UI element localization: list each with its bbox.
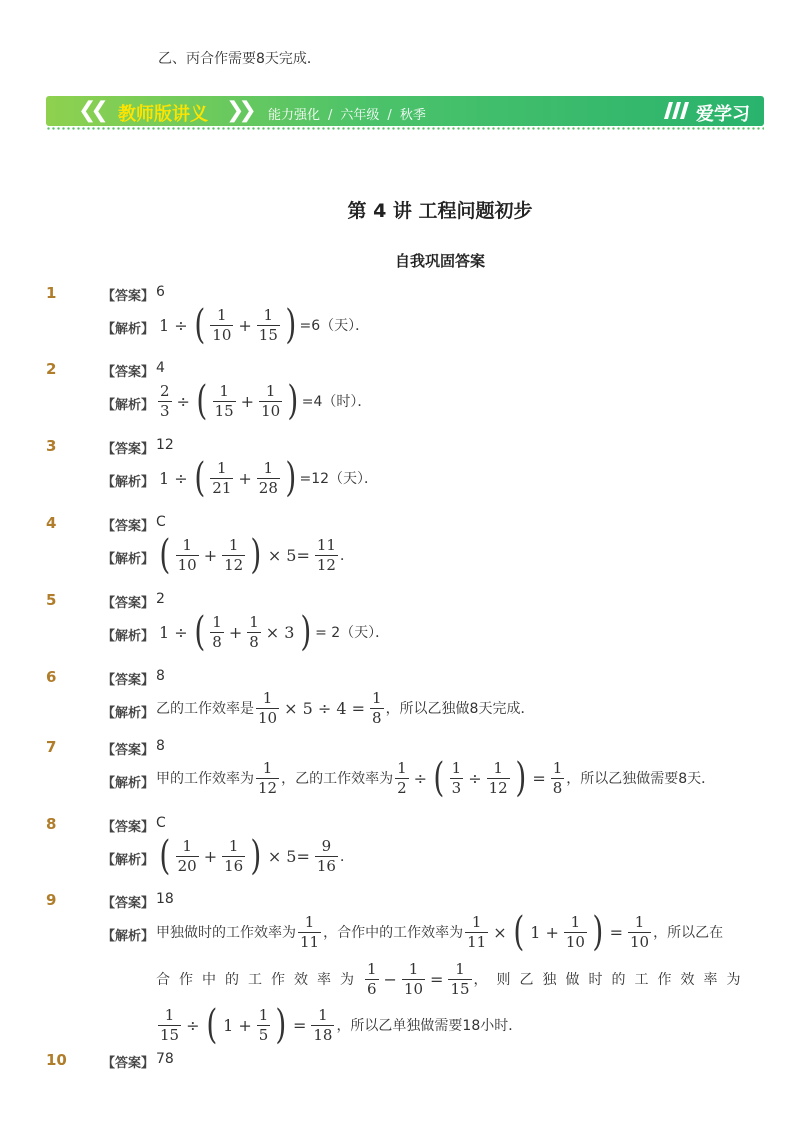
fraction: $\frac{1}{21}$ xyxy=(212,459,232,497)
right-paren: ) xyxy=(250,833,262,879)
fraction: $\frac{1}{10}$ xyxy=(565,913,585,951)
math-operator: + xyxy=(203,545,218,565)
right-paren: ) xyxy=(275,1002,287,1048)
solution-9-line-1 xyxy=(156,909,724,955)
analysis-label: 【解析】 xyxy=(102,929,155,944)
left-paren: ( xyxy=(512,909,524,955)
math-result: ，所以乙独做需要8天． xyxy=(566,771,716,787)
answer-label: 【答案】 xyxy=(102,896,155,911)
left-paren: ( xyxy=(159,532,171,578)
fraction: $\frac{1}{3}$ xyxy=(451,759,462,797)
fraction: $\frac{1}{16}$ xyxy=(224,837,244,875)
left-paren: ( xyxy=(433,755,445,801)
fraction: $\frac{1}{6}$ xyxy=(367,960,377,998)
math-operator: + xyxy=(228,622,243,642)
left-paren: ( xyxy=(159,833,171,879)
math-operator: = xyxy=(609,922,623,942)
solution-6 xyxy=(156,690,534,726)
right-paren: ) xyxy=(592,909,604,955)
answer-value: C xyxy=(156,514,166,530)
math-text: 1 + xyxy=(223,1015,252,1035)
math-text: ，所以乙在 xyxy=(653,925,724,941)
answer-value: 2 xyxy=(156,591,165,607)
math-operator: × 5 ÷ 4 = xyxy=(284,698,366,718)
right-paren: ) xyxy=(285,455,297,501)
answer-label: 【答案】 xyxy=(102,820,155,835)
math-text: 甲独做时的工作效率为 xyxy=(156,925,296,941)
math-result: ，所以乙独做8天完成． xyxy=(385,701,535,717)
math-operator: = xyxy=(532,768,546,788)
analysis-label: 【解析】 xyxy=(102,853,155,868)
right-paren: ) xyxy=(287,378,299,424)
math-operator: + xyxy=(240,391,255,411)
math-operator: ÷ xyxy=(468,768,482,788)
fraction: $\frac{1}{10}$ xyxy=(261,382,281,420)
fraction: $\frac{1}{10}$ xyxy=(177,536,197,574)
fraction: $\frac{2}{3}$ xyxy=(160,382,170,420)
question-number: 3 xyxy=(46,437,57,455)
math-text: ，则乙独做时的工作效率为 xyxy=(473,972,750,988)
answer-label: 【答案】 xyxy=(102,1056,155,1071)
solution-7 xyxy=(156,755,716,801)
answer-value: 78 xyxy=(156,1051,174,1067)
solution-8 xyxy=(156,833,354,879)
fraction: $\frac{1}{20}$ xyxy=(177,837,197,875)
math-result: ． xyxy=(339,548,354,564)
question-number: 8 xyxy=(46,815,57,833)
subtitle-term: 秋季 xyxy=(399,108,426,123)
math-text: 合作中的工作效率为 xyxy=(156,972,363,988)
previous-page-text: 乙、丙合作需要8天完成． xyxy=(158,51,321,67)
section-title: 自我巩固答案 xyxy=(394,252,485,270)
banner-dotted-line xyxy=(46,127,764,130)
question-number: 9 xyxy=(46,891,57,909)
analysis-label: 【解析】 xyxy=(102,398,155,413)
math-operator: + xyxy=(238,315,252,335)
math-operator: = xyxy=(292,1015,307,1035)
double-chevron-left-icon: ❮❮ xyxy=(78,98,103,123)
math-operator: − xyxy=(383,969,397,989)
double-chevron-right-icon: ❯❯ xyxy=(226,98,251,123)
subtitle-grade: 六年级 xyxy=(340,108,380,123)
solution-4 xyxy=(156,532,354,578)
math-operator: ÷ xyxy=(413,768,428,788)
math-operator: = xyxy=(430,969,444,989)
fraction: $\frac{1}{15}$ xyxy=(214,382,234,420)
math-result: =12（天）． xyxy=(299,471,379,487)
analysis-label: 【解析】 xyxy=(102,322,155,337)
left-paren: ( xyxy=(205,1002,217,1048)
lecture-title: 第 4 讲 工程问题初步 xyxy=(347,200,533,222)
fraction: $\frac{1}{28}$ xyxy=(258,459,278,497)
left-paren: ( xyxy=(194,455,205,501)
math-result: ． xyxy=(339,849,354,865)
solution-3 xyxy=(156,455,379,501)
math-operator: × xyxy=(493,922,507,942)
fraction: $\frac{1}{15}$ xyxy=(258,306,278,344)
math-result: =4（时）． xyxy=(301,394,372,410)
fraction: $\frac{11}{12}$ xyxy=(316,536,336,574)
answer-label: 【答案】 xyxy=(102,519,155,534)
fraction: $\frac{1}{15}$ xyxy=(450,960,470,998)
question-number: 6 xyxy=(46,668,57,686)
fraction: $\frac{1}{8}$ xyxy=(372,689,382,727)
header-banner xyxy=(46,96,764,130)
fraction: $\frac{1}{12}$ xyxy=(224,536,244,574)
question-number: 7 xyxy=(46,738,57,756)
subtitle-separator: / xyxy=(328,108,333,123)
question-number: 1 xyxy=(46,284,57,302)
answer-value: 12 xyxy=(156,437,174,453)
analysis-label: 【解析】 xyxy=(102,776,155,791)
left-paren: ( xyxy=(196,378,208,424)
fraction: $\frac{1}{12}$ xyxy=(488,759,508,797)
math-text: ，乙的工作效率为 xyxy=(281,771,394,787)
answer-value: 6 xyxy=(156,284,165,300)
fraction: $\frac{1}{2}$ xyxy=(397,759,407,797)
answer-label: 【答案】 xyxy=(102,596,155,611)
fraction: $\frac{1}{8}$ xyxy=(552,759,563,797)
answer-value: 8 xyxy=(156,668,165,684)
analysis-label: 【解析】 xyxy=(102,706,155,721)
fraction: $\frac{1}{10}$ xyxy=(258,689,278,727)
fraction: $\frac{1}{11}$ xyxy=(300,913,320,951)
math-operator: ÷ xyxy=(176,391,190,411)
banner-title: 教师版讲义 xyxy=(118,104,208,125)
subtitle-separator: / xyxy=(387,108,392,123)
question-number: 4 xyxy=(46,514,57,532)
question-number: 5 xyxy=(46,591,57,609)
answer-value: 18 xyxy=(156,891,174,907)
fraction: $\frac{1}{10}$ xyxy=(629,913,650,951)
math-text: ，合作中的工作效率为 xyxy=(323,925,464,941)
solution-5 xyxy=(156,609,390,655)
answer-value: 8 xyxy=(156,738,165,754)
fraction: $\frac{1}{11}$ xyxy=(467,913,487,951)
answer-label: 【答案】 xyxy=(102,673,155,688)
math-text: 甲的工作效率为 xyxy=(156,771,254,787)
answer-label: 【答案】 xyxy=(102,743,155,758)
fraction: $\frac{1}{15}$ xyxy=(160,1006,180,1044)
fraction: $\frac{9}{16}$ xyxy=(316,837,336,875)
math-result: = 2（天）． xyxy=(315,625,390,641)
right-paren: ) xyxy=(300,609,312,655)
right-paren: ) xyxy=(515,755,526,801)
solution-2 xyxy=(156,378,372,424)
math-result: ，所以乙单独做需要18小时． xyxy=(336,1018,523,1034)
answer-value: C xyxy=(156,815,166,831)
left-paren: ( xyxy=(194,302,205,348)
math-operator: + xyxy=(238,468,252,488)
math-text: 乙的工作效率是 xyxy=(156,701,254,717)
math-operator: × 5= xyxy=(267,846,310,866)
answer-label: 【答案】 xyxy=(102,289,155,304)
fraction: $\frac{1}{5}$ xyxy=(258,1006,269,1044)
right-paren: ) xyxy=(285,302,297,348)
answer-label: 【答案】 xyxy=(102,442,155,457)
fraction: $\frac{1}{10}$ xyxy=(403,960,424,998)
analysis-label: 【解析】 xyxy=(102,552,155,567)
fraction: $\frac{1}{8}$ xyxy=(249,613,259,651)
fraction: $\frac{1}{18}$ xyxy=(313,1006,333,1044)
solution-1 xyxy=(156,302,370,348)
math-text: 1 + xyxy=(530,922,559,942)
solution-9-line-2 xyxy=(156,961,750,997)
banner-subtitle xyxy=(268,104,426,123)
math-text: 1 ÷ xyxy=(159,622,188,642)
math-operator: × 5= xyxy=(267,545,310,565)
math-result: =6（天）． xyxy=(299,318,370,334)
left-paren: ( xyxy=(194,609,205,655)
analysis-label: 【解析】 xyxy=(102,475,155,490)
math-operator: ÷ xyxy=(186,1015,200,1035)
solution-9-line-3 xyxy=(156,1002,523,1048)
math-text: 1 ÷ xyxy=(159,315,188,335)
question-number: 2 xyxy=(46,360,57,378)
question-number: 10 xyxy=(46,1051,67,1069)
math-operator: + xyxy=(203,846,218,866)
right-paren: ) xyxy=(250,532,262,578)
fraction: $\frac{1}{12}$ xyxy=(258,759,278,797)
fraction: $\frac{1}{10}$ xyxy=(212,306,232,344)
fraction: $\frac{1}{8}$ xyxy=(212,613,222,651)
analysis-label: 【解析】 xyxy=(102,629,155,644)
logo-text: 爱学习 xyxy=(696,104,750,125)
math-operator: × 3 xyxy=(265,622,295,642)
answer-label: 【答案】 xyxy=(102,365,155,380)
math-text: 1 ÷ xyxy=(159,468,188,488)
answer-value: 4 xyxy=(156,360,165,376)
subtitle-course: 能力强化 xyxy=(268,108,321,123)
logo-icon xyxy=(662,99,692,123)
